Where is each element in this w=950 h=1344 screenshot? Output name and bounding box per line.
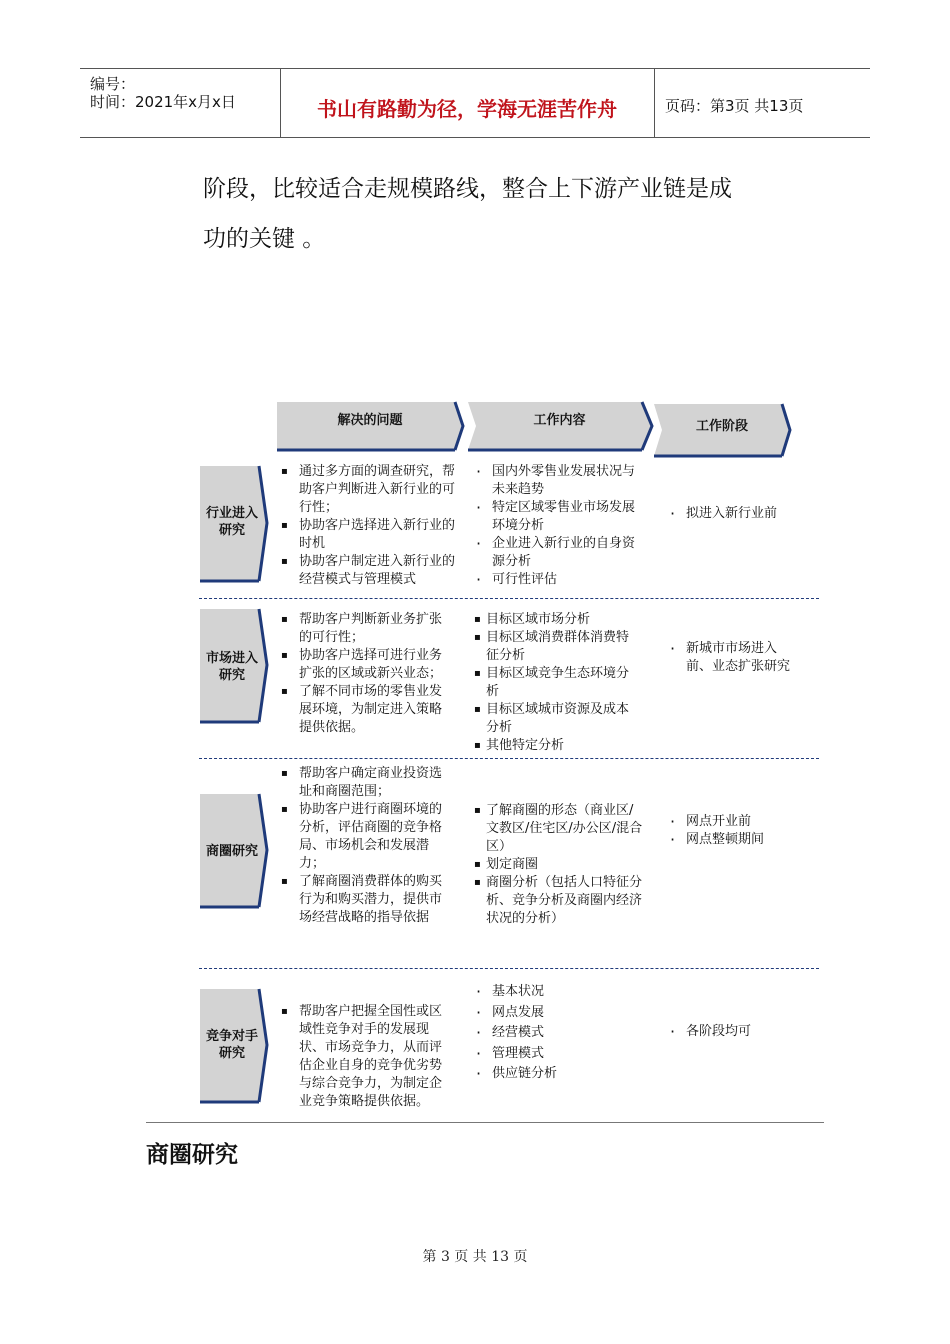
row-divider — [199, 758, 819, 759]
list-item: · 经营模式 — [474, 1023, 614, 1044]
list-item: ▪ 划定商圈 — [474, 856, 646, 874]
list-item: · 可行性评估 — [474, 571, 642, 589]
list-item: ▪ 协助客户选择可进行业务扩张的区域或新兴业态； — [281, 647, 449, 683]
column-header-label: 工作阶段 — [695, 419, 748, 434]
row-4-problems — [281, 1003, 449, 1111]
document-number: 编号： — [90, 75, 136, 93]
row-1-stage — [668, 505, 808, 523]
list-item: ▪ 了解商圈消费群体的购买行为和购买潜力，提供市场经营战略的指导依据 — [281, 873, 447, 927]
column-header-label: 解决的问题 — [337, 413, 403, 428]
row-label-trade-area — [199, 793, 269, 907]
row-2-stage — [668, 640, 798, 676]
document-date: 时间：2021年x月x日 — [90, 93, 236, 111]
body-paragraph-line-2: 功的关键 。 — [203, 226, 326, 252]
list-item: · 网点发展 — [474, 1003, 614, 1024]
header-page-number: 页码：第3页 共13页 — [665, 97, 804, 115]
row-3-work — [474, 802, 646, 928]
list-item: ▪ 帮助客户把握全国性或区域性竞争对手的发展现状、市场竞争力，从而评估企业自身的竞争优劣势与综合竞争力，为制定企业竞争策略提供依据。 — [281, 1003, 449, 1111]
row-divider — [199, 598, 819, 599]
row-4-work — [474, 982, 614, 1085]
column-header-stage — [652, 402, 792, 454]
row-label-line-2: 研究 — [218, 523, 245, 538]
row-label-line-1: 市场进入 — [205, 651, 258, 666]
list-item: ▪ 目标区域竞争生态环境分析 — [474, 665, 636, 701]
list-item: ▪ 帮助客户判断新业务扩张的可行性； — [281, 611, 449, 647]
table-bottom-rule — [146, 1122, 824, 1123]
column-header-problems — [275, 400, 465, 452]
column-header-label: 工作内容 — [533, 413, 586, 428]
row-4-stage — [668, 1023, 808, 1041]
list-item: ▪ 通过多方面的调查研究，帮助客户判断进入新行业的可行性； — [281, 463, 461, 517]
row-label-market-entry — [199, 608, 269, 722]
list-item: · 供应链分析 — [474, 1064, 614, 1085]
list-item: · 国内外零售业发展状况与未来趋势 — [474, 463, 642, 499]
row-3-problems — [281, 765, 447, 927]
list-item: ▪ 目标区域消费群体消费特征分析 — [474, 629, 636, 665]
list-item: · 拟进入新行业前 — [668, 505, 808, 523]
list-item: ▪ 目标区域城市资源及成本分析 — [474, 701, 636, 737]
list-item: · 特定区域零售业市场发展环境分析 — [474, 499, 642, 535]
body-paragraph-line-1: 阶段，比较适合走规模路线，整合上下游产业链是成 — [203, 176, 732, 202]
list-item: · 网点开业前 — [668, 813, 808, 831]
list-item: ▪ 协助客户制定进入新行业的经营模式与管理模式 — [281, 553, 461, 589]
row-2-work — [474, 611, 636, 755]
row-label-line-1: 行业进入 — [205, 506, 258, 521]
list-item: ▪ 帮助客户确定商业投资选址和商圈范围； — [281, 765, 447, 801]
row-label-line-2: 研究 — [218, 1046, 245, 1061]
section-heading: 商圈研究 — [146, 1142, 238, 1168]
list-item: · 各阶段均可 — [668, 1023, 808, 1041]
list-item: ▪ 了解商圈的形态（商业区/文教区/住宅区/办公区/混合区） — [474, 802, 646, 856]
list-item: ▪ 商圈分析（包括人口特征分析、竞争分析及商圈内经济状况的分析） — [474, 874, 646, 928]
row-1-problems — [281, 463, 461, 589]
list-item: · 新城市市场进入前、业态扩张研究 — [668, 640, 798, 676]
row-label-competitor — [199, 988, 269, 1102]
list-item: ▪ 协助客户进行商圈环境的分析，评估商圈的竞争格局、市场机会和发展潜力； — [281, 801, 447, 873]
list-item: · 基本状况 — [474, 982, 614, 1003]
row-2-problems — [281, 611, 449, 737]
row-divider — [199, 968, 819, 969]
row-label-line-2: 研究 — [218, 668, 245, 683]
page-footer: 第 3 页 共 13 页 — [422, 1249, 528, 1265]
list-item: ▪ 其他特定分析 — [474, 737, 636, 755]
column-header-work — [466, 400, 653, 452]
list-item: · 企业进入新行业的自身资源分析 — [474, 535, 642, 571]
list-item: · 网点整顿期间 — [668, 831, 808, 849]
row-label-industry-entry — [199, 465, 269, 581]
list-item: ▪ 了解不同市场的零售业发展环境，为制定进入策略提供依据。 — [281, 683, 449, 737]
list-item: ▪ 协助客户选择进入新行业的时机 — [281, 517, 461, 553]
list-item: ▪ 目标区域市场分析 — [474, 611, 636, 629]
row-label-line-1: 商圈研究 — [205, 844, 258, 859]
row-label-line-1: 竞争对手 — [205, 1029, 258, 1044]
row-3-stage — [668, 813, 808, 849]
header-motto: 书山有路勤为径，学海无涯苦作舟 — [317, 97, 617, 121]
list-item: · 管理模式 — [474, 1044, 614, 1065]
row-1-work — [474, 463, 642, 589]
